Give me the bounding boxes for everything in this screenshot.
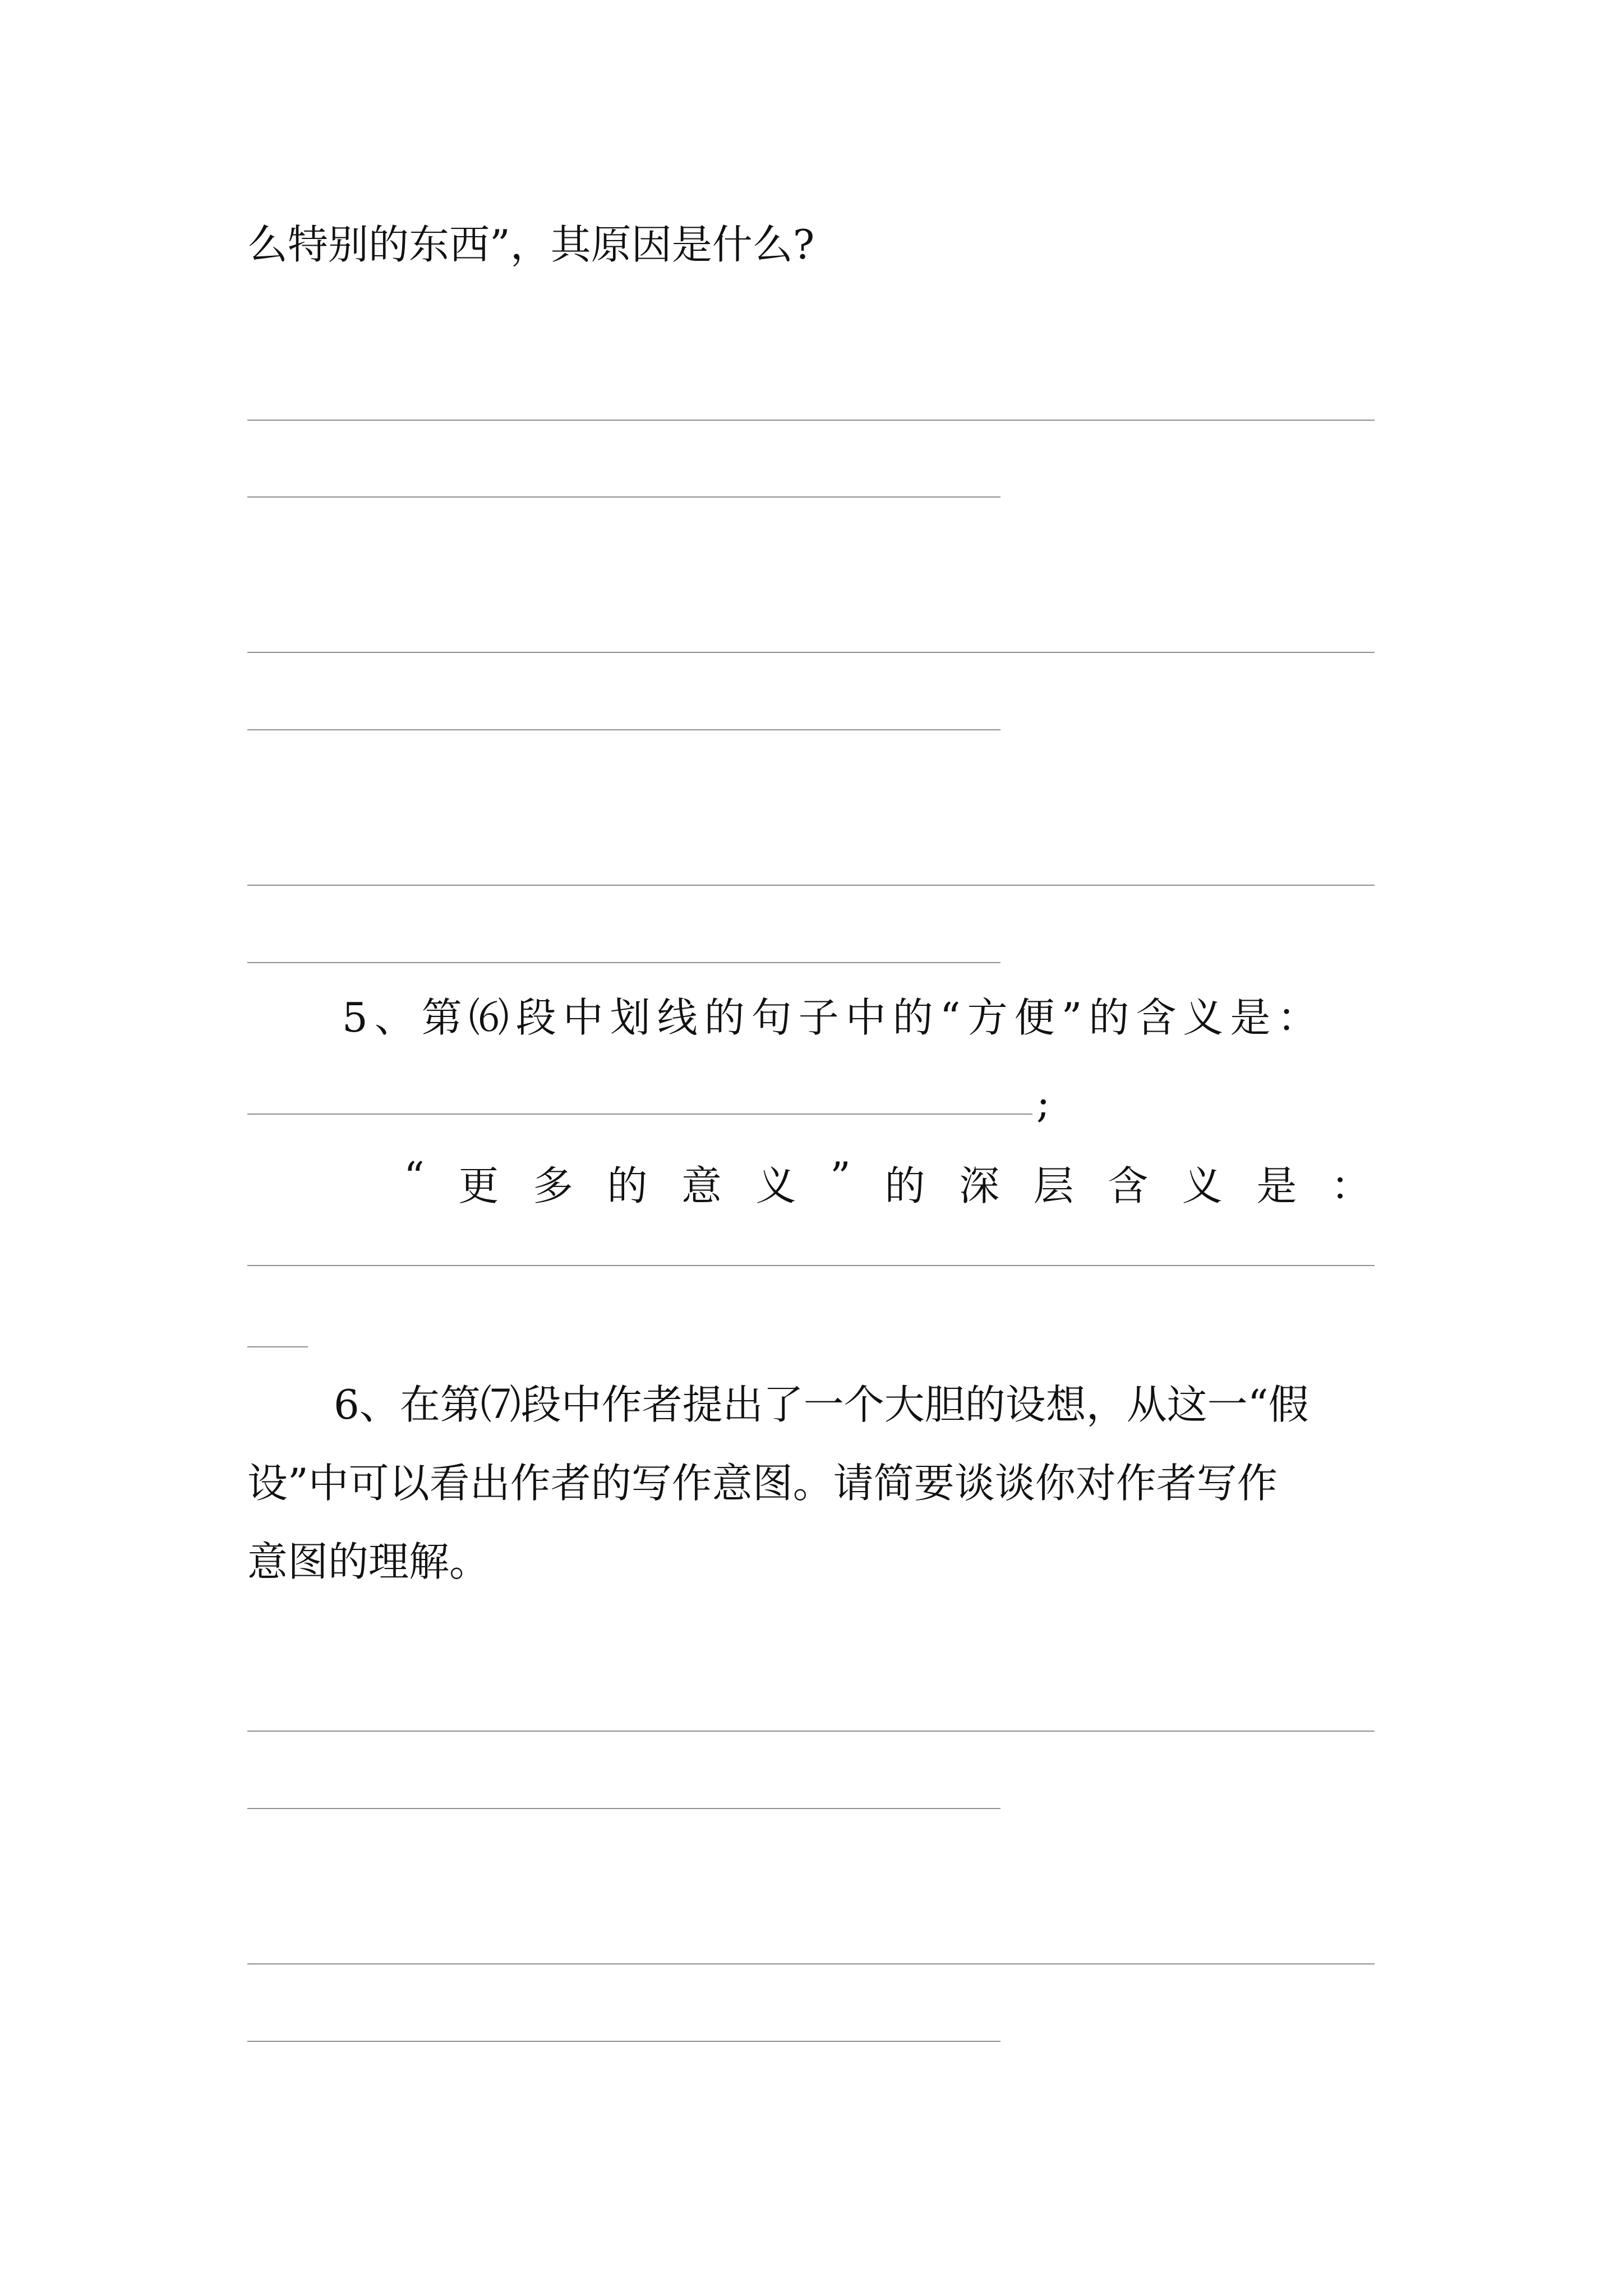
prompt-char: 的 bbox=[607, 1162, 648, 1209]
question-5-second-prompt bbox=[404, 1153, 1371, 1212]
prompt-char: 是 bbox=[1256, 1162, 1297, 1209]
answer-line[interactable] bbox=[247, 885, 1375, 886]
answer-line[interactable] bbox=[247, 652, 1375, 653]
prompt-char: 义 bbox=[755, 1162, 796, 1209]
answer-line[interactable] bbox=[247, 1963, 1375, 1964]
answer-line[interactable] bbox=[247, 1808, 1000, 1809]
answer-line[interactable] bbox=[247, 496, 1000, 498]
question-4-continuation: 么特别的东西”，其原因是什么? bbox=[247, 221, 815, 268]
prompt-char: 的 bbox=[884, 1162, 925, 1209]
answer-line[interactable] bbox=[247, 420, 1375, 421]
answer-line[interactable] bbox=[247, 2041, 1000, 2042]
answer-line[interactable] bbox=[247, 962, 1000, 963]
question-6-line-1: 6、在第⑺段中作者提出了一个大胆的设想，从这一“假 bbox=[334, 1381, 1309, 1428]
semicolon: ; bbox=[1036, 1079, 1050, 1126]
prompt-char: 更 bbox=[458, 1162, 499, 1209]
answer-line[interactable] bbox=[247, 1265, 1375, 1266]
prompt-char: 深 bbox=[959, 1162, 1000, 1209]
question-6-line-2: 设”中可以看出作者的写作意图。请简要谈谈你对作者写作 bbox=[247, 1460, 1278, 1507]
answer-line-tail[interactable] bbox=[247, 1346, 308, 1347]
question-6-line-3: 意图的理解。 bbox=[247, 1538, 490, 1585]
prompt-char: 意 bbox=[681, 1162, 722, 1209]
prompt-char: 层 bbox=[1033, 1162, 1074, 1209]
answer-line[interactable] bbox=[247, 1731, 1375, 1732]
prompt-char: ” bbox=[830, 1153, 851, 1200]
prompt-char: “ bbox=[404, 1153, 425, 1200]
question-5-prompt: 5、第⑹段中划线的句子中的“方便”的含义是： bbox=[342, 994, 1325, 1041]
prompt-char: ： bbox=[1330, 1162, 1371, 1209]
answer-line[interactable] bbox=[247, 729, 1000, 730]
answer-blank-1[interactable] bbox=[247, 1114, 1032, 1115]
prompt-char: 义 bbox=[1182, 1162, 1223, 1209]
prompt-char: 含 bbox=[1108, 1162, 1149, 1209]
prompt-char: 多 bbox=[532, 1162, 573, 1209]
